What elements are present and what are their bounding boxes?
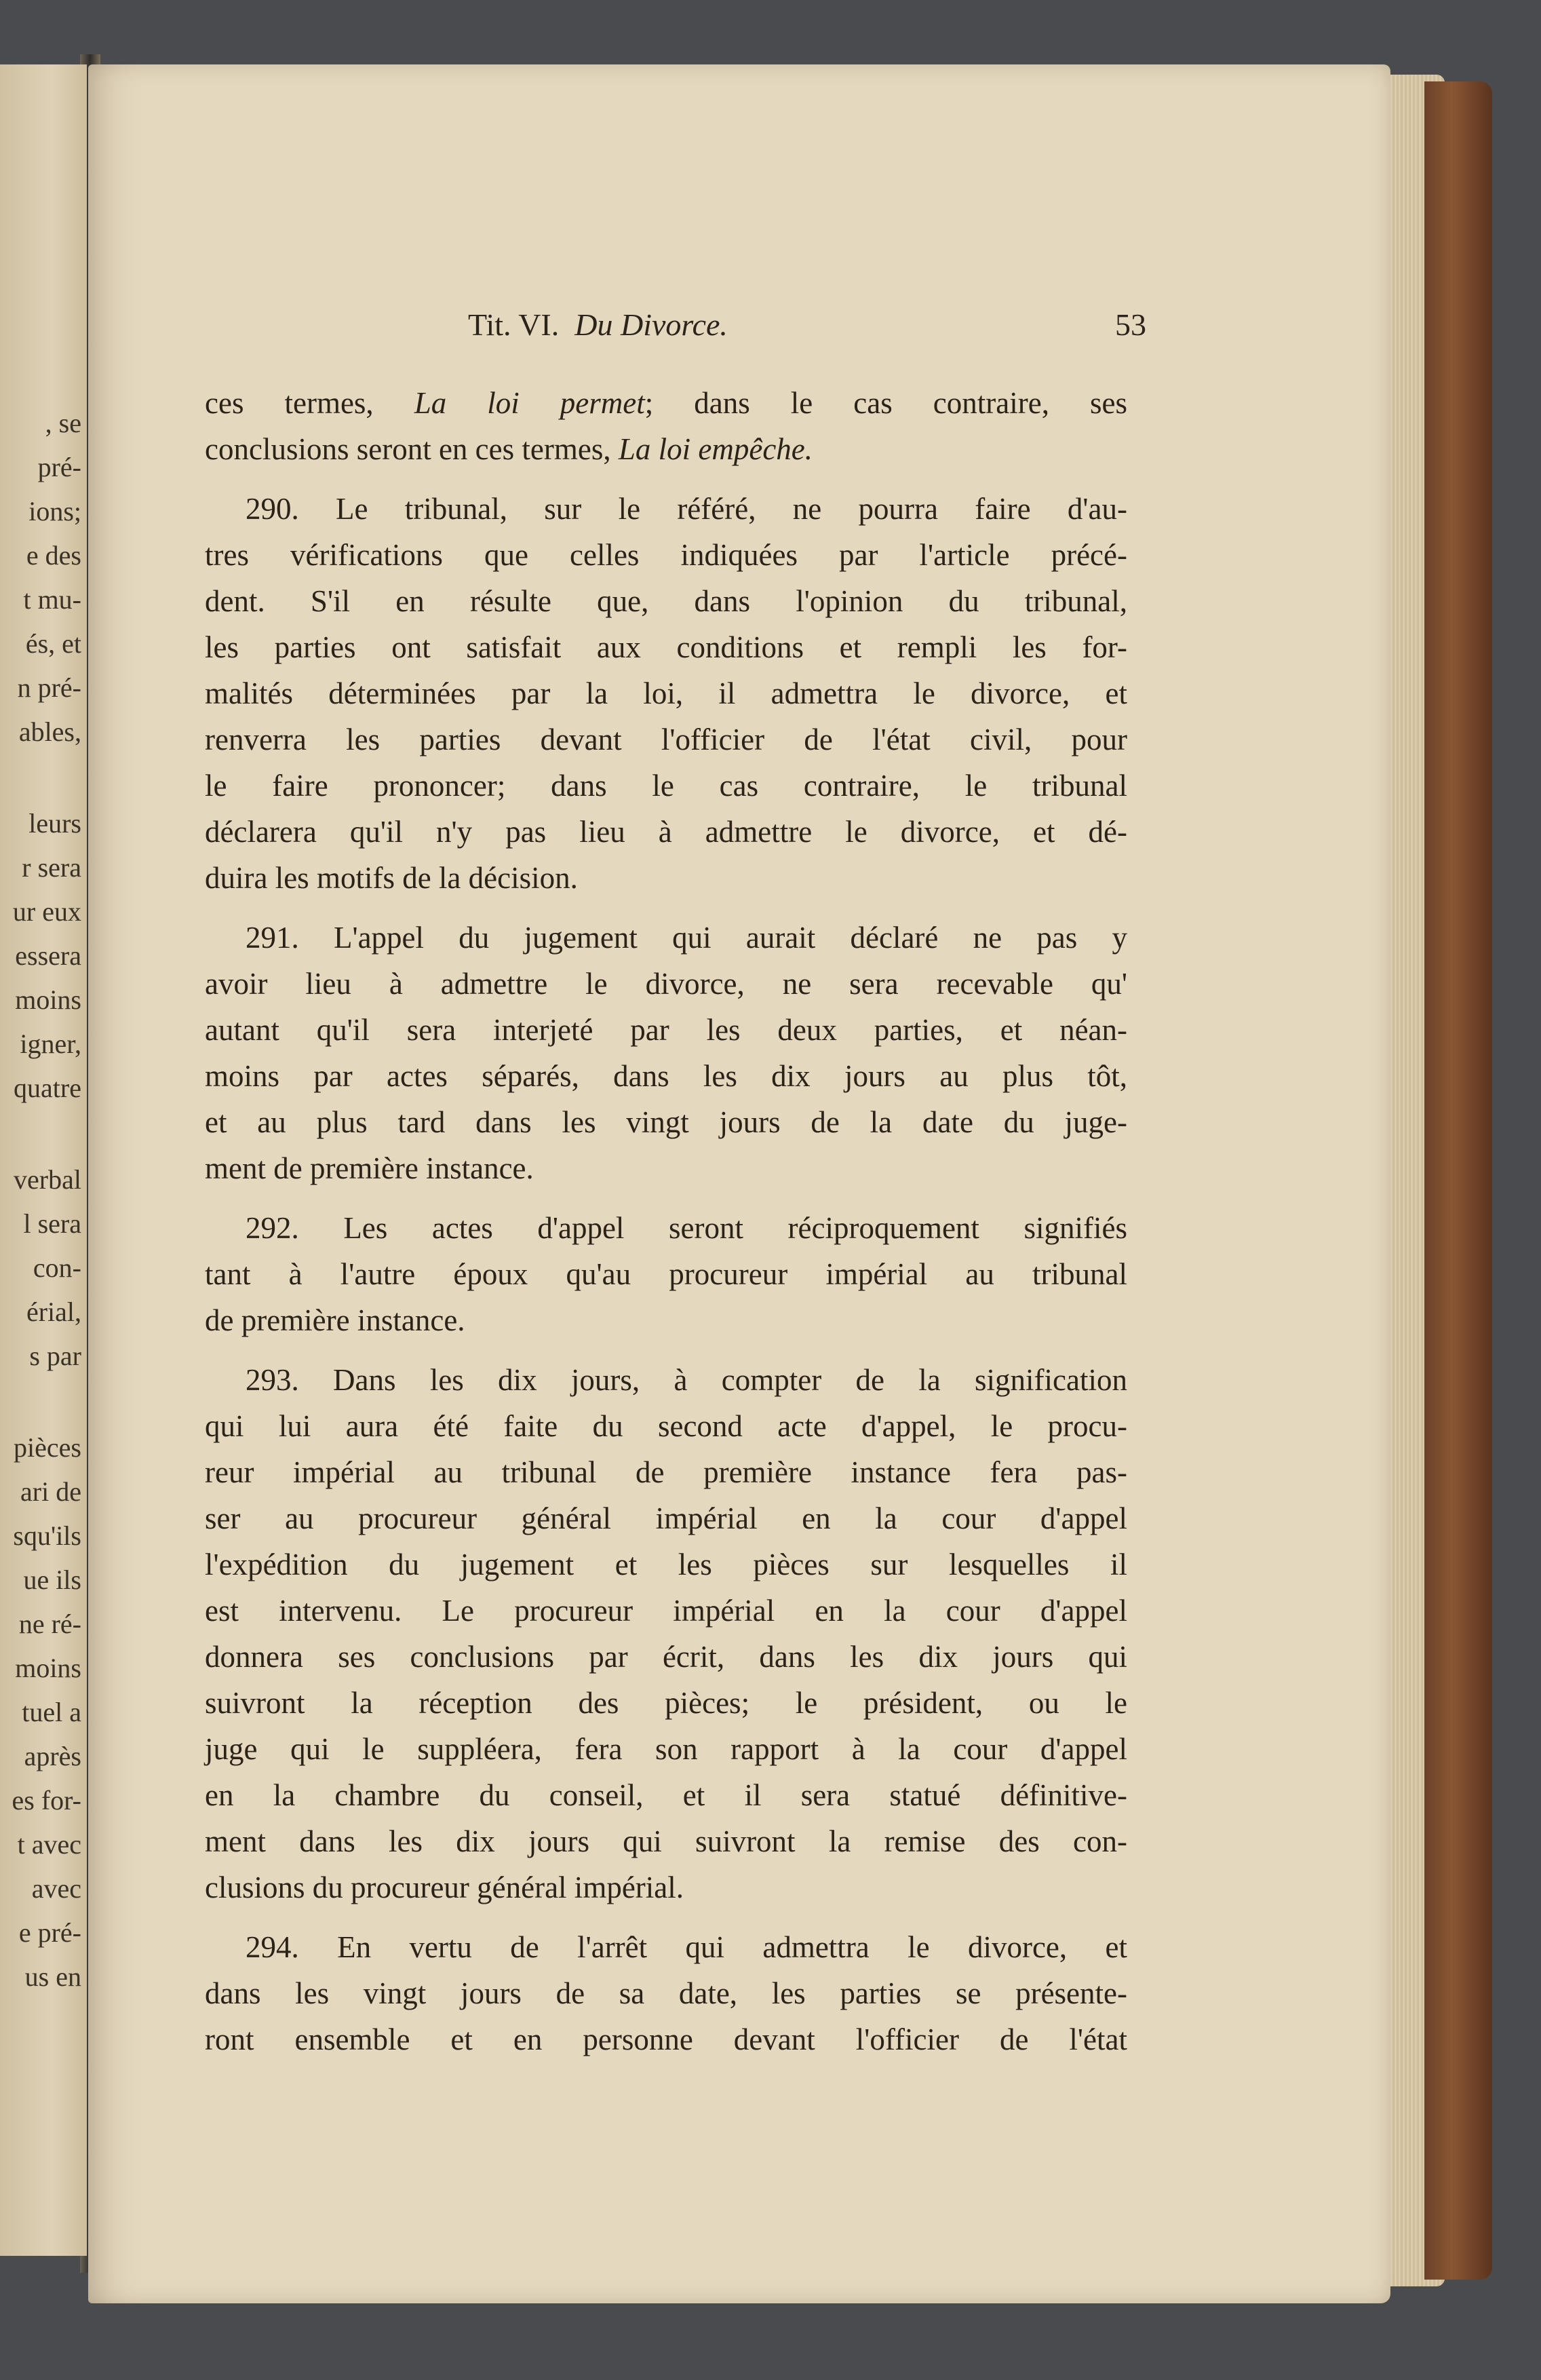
text-line: avoir lieu à admettre le divorce, ne sera recevable qu' bbox=[205, 967, 1127, 1001]
text-line: conclusions seront en ces termes, La loi empêche. bbox=[205, 432, 813, 466]
left-fragment: ables, bbox=[18, 716, 81, 747]
article-293-start: 293. Dans les dix jours, à compter de la signification bbox=[246, 1363, 1127, 1397]
left-fragment: ue ils bbox=[23, 1565, 81, 1595]
text-line: duira les motifs de la décision. bbox=[205, 861, 578, 895]
left-fragment: avec bbox=[31, 1873, 81, 1904]
text-line: juge qui le suppléera, fera son rapport à la cour d'appel bbox=[205, 1732, 1127, 1766]
left-fragment: quatre bbox=[14, 1073, 81, 1103]
left-fragment: essera bbox=[15, 940, 81, 971]
book-cover bbox=[1424, 81, 1492, 2280]
text-line: donnera ses conclusions par écrit, dans les dix jours qui bbox=[205, 1640, 1127, 1674]
text-line: renverra les parties devant l'officier de l'état civil, pour bbox=[205, 723, 1127, 756]
text-line: reur impérial au tribunal de première instance fera pas- bbox=[205, 1455, 1127, 1489]
text-line: clusions du procureur général impérial. bbox=[205, 1870, 684, 1904]
left-fragment: leurs bbox=[28, 808, 81, 839]
left-fragment: t avec bbox=[17, 1829, 81, 1860]
left-fragment: ur eux bbox=[12, 896, 81, 927]
left-fragment: ne ré- bbox=[18, 1609, 81, 1639]
left-fragment: l sera bbox=[23, 1208, 81, 1239]
text-line: l'expédition du jugement et les pièces sur lesquelles il bbox=[205, 1548, 1127, 1581]
body-text bbox=[205, 380, 1127, 2062]
text-line: et au plus tard dans les vingt jours de la date du juge- bbox=[205, 1105, 1127, 1139]
text-line: suivront la réception des pièces; le président, ou le bbox=[205, 1686, 1127, 1720]
text-line: est intervenu. Le procureur impérial en la cour d'appel bbox=[205, 1594, 1127, 1628]
text-line: ser au procureur général impérial en la cour d'appel bbox=[205, 1501, 1127, 1535]
left-fragment: ions; bbox=[28, 496, 81, 526]
left-facing-page bbox=[0, 64, 87, 2256]
running-header bbox=[468, 307, 1146, 354]
text-line: tant à l'autre époux qu'au procureur impérial au tribunal bbox=[205, 1257, 1127, 1291]
text-line: dent. S'il en résulte que, dans l'opinion du tribunal, bbox=[205, 584, 1127, 618]
text-line: moins par actes séparés, dans les dix jours au plus tôt, bbox=[205, 1059, 1127, 1093]
left-fragment: és, et bbox=[25, 628, 81, 659]
left-fragment: squ'ils bbox=[13, 1520, 81, 1551]
left-fragment: , se bbox=[45, 408, 81, 438]
page-number: 53 bbox=[1115, 307, 1146, 342]
left-fragment: us en bbox=[24, 1961, 81, 1992]
header-subtitle: Du Divorce. bbox=[574, 307, 728, 342]
left-fragment: pièces bbox=[14, 1432, 81, 1463]
text-line: déclarera qu'il n'y pas lieu à admettre le divorce, et dé- bbox=[205, 815, 1127, 849]
header-title-label: Tit. VI. bbox=[468, 307, 560, 342]
left-fragment: igner, bbox=[20, 1029, 81, 1059]
left-fragment: érial, bbox=[26, 1297, 81, 1327]
text-line: le faire prononcer; dans le cas contraire, le tribunal bbox=[205, 769, 1127, 803]
text-line: dans les vingt jours de sa date, les parties se présente- bbox=[205, 1976, 1127, 2010]
left-fragment: s par bbox=[29, 1341, 81, 1371]
left-fragment: tuel a bbox=[22, 1697, 81, 1727]
left-fragment: es for- bbox=[12, 1785, 81, 1816]
left-fragment: e pré- bbox=[18, 1917, 81, 1948]
article-294-start: 294. En vertu de l'arrêt qui admettra le divorce, et bbox=[246, 1930, 1127, 1964]
left-fragment: moins bbox=[15, 1653, 81, 1683]
left-fragment: après bbox=[24, 1741, 81, 1771]
text-line: de première instance. bbox=[205, 1303, 465, 1337]
left-fragment: con- bbox=[33, 1252, 81, 1283]
left-fragment: r sera bbox=[22, 852, 81, 883]
text-line: les parties ont satisfait aux conditions et rempli les for- bbox=[205, 630, 1127, 664]
text-line: ces termes, La loi permet; dans le cas contraire, ses bbox=[205, 386, 1127, 420]
text-line: ront ensemble et en personne devant l'officier de l'état bbox=[205, 2022, 1127, 2056]
left-fragment: n pré- bbox=[17, 672, 81, 703]
left-fragment: verbal bbox=[14, 1164, 81, 1195]
left-fragment: ari de bbox=[20, 1476, 81, 1507]
text-line: ment dans les dix jours qui suivront la remise des con- bbox=[205, 1824, 1127, 1858]
left-fragment: moins bbox=[15, 984, 81, 1015]
left-fragment: pré- bbox=[37, 452, 81, 482]
text-line: tres vérifications que celles indiquées par l'article précé- bbox=[205, 538, 1127, 572]
left-fragment: e des bbox=[26, 540, 81, 571]
left-fragment: t mu- bbox=[23, 584, 81, 615]
text-line: malités déterminées par la loi, il admettra le divorce, et bbox=[205, 676, 1127, 710]
text-line: autant qu'il sera interjeté par les deux parties, et néan- bbox=[205, 1013, 1127, 1047]
article-291-start: 291. L'appel du jugement qui aurait déclaré ne pas y bbox=[246, 921, 1127, 955]
header-title bbox=[468, 307, 728, 343]
text-line: qui lui aura été faite du second acte d'appel, le procu- bbox=[205, 1409, 1127, 1443]
text-line: en la chambre du conseil, et il sera statué définitive- bbox=[205, 1778, 1127, 1812]
article-290-start: 290. Le tribunal, sur le référé, ne pourra faire d'au- bbox=[246, 492, 1127, 526]
article-292-start: 292. Les actes d'appel seront réciproquement signifiés bbox=[246, 1211, 1127, 1245]
text-line: ment de première instance. bbox=[205, 1151, 534, 1185]
